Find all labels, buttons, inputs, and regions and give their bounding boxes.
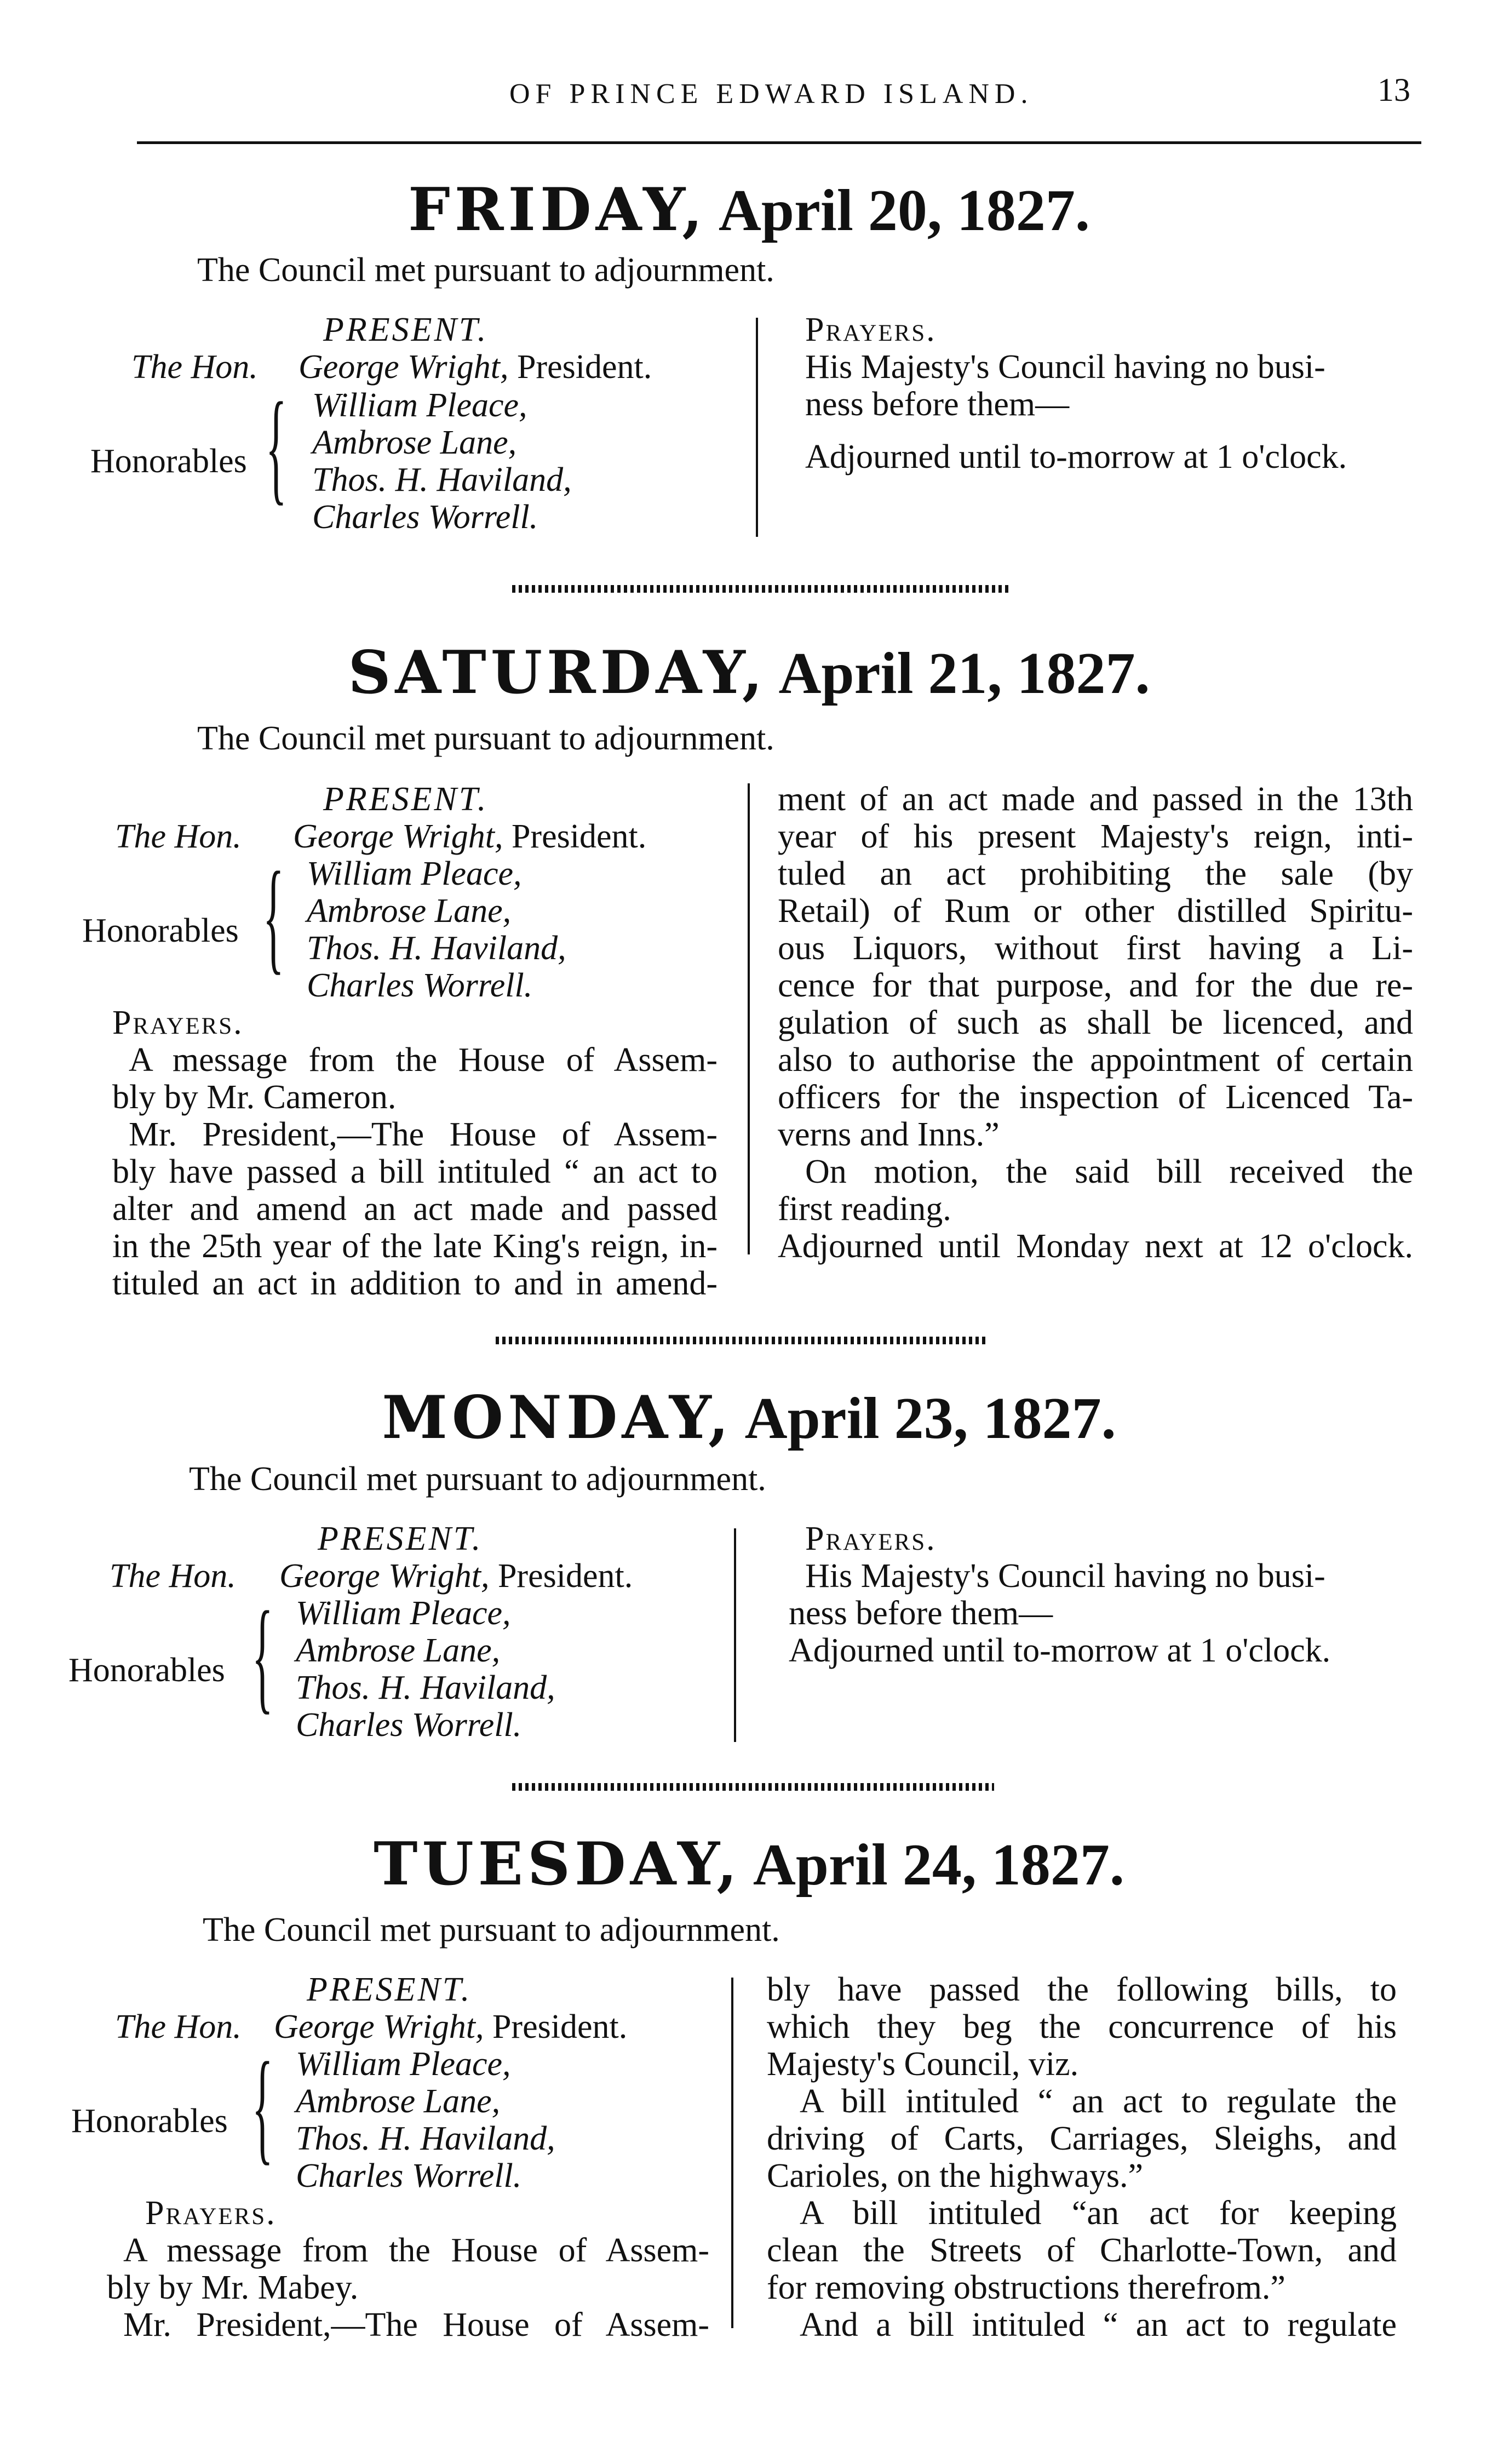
- hon-label: The Hon.: [115, 2008, 242, 2045]
- day-name: FRIDAY,: [408, 175, 707, 244]
- text-line: Retail) of Rum or other distilled Spiritu-: [778, 892, 1413, 930]
- member-list: [296, 2045, 555, 2194]
- member-name: Thos. H. Haviland,: [296, 2120, 555, 2157]
- text-line: His Majesty's Council having no busi-: [805, 1557, 1325, 1595]
- president-line: [279, 1557, 633, 1595]
- president-name: George Wright,: [274, 2008, 484, 2045]
- text-line: in the 25th year of the late King's reign, in-: [112, 1228, 718, 1265]
- section-divider: [512, 1783, 994, 1791]
- text-line: Adjourned until to-morrow at 1 o'clock.: [789, 1632, 1331, 1669]
- column-divider: [756, 318, 758, 537]
- left-body: [107, 2194, 709, 2343]
- text-line: gulation of such as shall be licenced, and: [778, 1004, 1413, 1041]
- text-line: clean the Streets of Charlotte-Town, and: [767, 2232, 1397, 2269]
- hon-label: The Hon.: [131, 348, 258, 386]
- text-line: bly have passed the following bills, to: [767, 1971, 1397, 2008]
- day-name: MONDAY,: [382, 1383, 733, 1452]
- intro-line: The Council met pursuant to adjournment.: [203, 1911, 780, 1949]
- text-line: bly have passed a bill intituled “ an act to: [112, 1153, 718, 1190]
- president-line: [274, 2008, 627, 2045]
- text-line: Adjourned until to-morrow at 1 o'clock.: [805, 438, 1347, 475]
- left-body: [112, 1004, 718, 1302]
- member-list: [307, 855, 566, 1004]
- member-name: Thos. H. Haviland,: [312, 461, 572, 498]
- member-name: Charles Worrell.: [312, 498, 538, 536]
- member-name: William Pleace,: [307, 855, 522, 892]
- section-divider: [496, 1337, 989, 1344]
- text-line: Mr. President,—The House of Assem-: [123, 2306, 709, 2343]
- right-column: [805, 311, 1419, 475]
- member-name: William Pleace,: [296, 2045, 511, 2083]
- day-date: April 20, 1827.: [718, 178, 1090, 243]
- present-label: PRESENT.: [323, 781, 489, 818]
- member-list: [296, 1595, 555, 1744]
- intro-line: The Council met pursuant to adjournment.: [189, 1460, 766, 1498]
- text-line: bly by Mr. Mabey.: [107, 2269, 359, 2306]
- hon-label: The Hon.: [110, 1557, 236, 1595]
- honorables-label: Honorables: [90, 443, 247, 480]
- text-line: which they beg the concurrence of his: [767, 2008, 1397, 2045]
- day-name: TUESDAY,: [374, 1830, 742, 1899]
- text-line: first reading.: [778, 1190, 951, 1228]
- brace-icon: {: [266, 376, 287, 516]
- present-label: PRESENT.: [323, 311, 489, 348]
- honorables-label: Honorables: [68, 1652, 225, 1689]
- day-heading-saturday: [0, 638, 1498, 708]
- day-date: April 21, 1827.: [778, 641, 1150, 706]
- prayers-label: Prayers.: [805, 1520, 937, 1557]
- text-line: also to authorise the appointment of certain: [778, 1041, 1413, 1079]
- column-divider: [731, 1978, 733, 2328]
- prayers-label: Prayers.: [145, 2194, 277, 2232]
- hon-label: The Hon.: [115, 818, 242, 855]
- right-column: [778, 781, 1413, 1265]
- president-name: George Wright,: [293, 818, 503, 855]
- member-name: William Pleace,: [296, 1595, 511, 1632]
- text-line: Mr. President,—The House of Assem-: [129, 1116, 718, 1153]
- text-line: On motion, the said bill received the: [805, 1153, 1413, 1190]
- text-line: Adjourned until Monday next at 12 o'clock.: [778, 1228, 1413, 1265]
- text-line: A bill intituled “ an act to regulate the: [800, 2083, 1397, 2120]
- present-label: PRESENT.: [307, 1971, 472, 2008]
- member-name: Ambrose Lane,: [307, 892, 512, 930]
- intro-line: The Council met pursuant to adjournment.: [197, 251, 774, 289]
- member-name: Thos. H. Haviland,: [307, 930, 566, 967]
- member-name: Ambrose Lane,: [312, 424, 517, 461]
- text-line: His Majesty's Council having no busi-: [805, 348, 1325, 386]
- member-name: Charles Worrell.: [296, 2157, 522, 2194]
- member-name: Ambrose Lane,: [296, 1632, 501, 1669]
- president-title: President.: [516, 348, 652, 386]
- header-rule: [137, 141, 1421, 144]
- intro-line: The Council met pursuant to adjournment.: [197, 720, 774, 757]
- present-label: PRESENT.: [318, 1520, 483, 1557]
- president-line: [293, 818, 646, 855]
- day-heading-monday: [0, 1383, 1498, 1453]
- text-line: for removing obstructions therefrom.”: [767, 2269, 1285, 2306]
- text-line: officers for the inspection of Licenced Ta-: [778, 1079, 1413, 1116]
- president-name: George Wright,: [299, 348, 509, 386]
- text-line: Carioles, on the highways.”: [767, 2157, 1144, 2194]
- president-line: [299, 348, 652, 386]
- day-heading-tuesday: [0, 1830, 1498, 1899]
- section-divider: [512, 585, 1011, 593]
- text-line: ment of an act made and passed in the 13th: [778, 781, 1413, 818]
- running-title: OF PRINCE EDWARD ISLAND.: [509, 78, 1034, 110]
- member-name: Thos. H. Haviland,: [296, 1669, 555, 1706]
- president-title: President.: [511, 818, 647, 855]
- president-title: President.: [497, 1557, 633, 1595]
- text-line: verns and Inns.”: [778, 1116, 1000, 1153]
- member-name: Charles Worrell.: [307, 967, 533, 1004]
- column-divider: [748, 783, 750, 1254]
- text-line: ness before them—: [805, 386, 1070, 423]
- text-line: A message from the House of Assem-: [129, 1041, 718, 1079]
- prayers-label: Prayers.: [805, 311, 937, 348]
- text-line: tituled an act in addition to and in amend-: [112, 1265, 718, 1302]
- text-line: Majesty's Council, viz.: [767, 2045, 1079, 2083]
- member-name: Ambrose Lane,: [296, 2083, 501, 2120]
- text-line: ness before them—: [789, 1595, 1053, 1632]
- text-line: ous Liquors, without first having a Li-: [778, 930, 1413, 967]
- right-column: [789, 1520, 1419, 1669]
- member-name: William Pleace,: [312, 387, 527, 424]
- text-line: driving of Carts, Carriages, Sleighs, and: [767, 2120, 1397, 2157]
- member-list: [312, 387, 572, 536]
- president-name: George Wright,: [279, 1557, 490, 1595]
- text-line: cence for that purpose, and for the due re-: [778, 967, 1413, 1004]
- column-divider: [734, 1528, 736, 1742]
- prayers-label: Prayers.: [112, 1004, 244, 1041]
- day-name: SATURDAY,: [348, 638, 767, 707]
- brace-icon: {: [263, 846, 284, 985]
- right-column: [767, 1971, 1397, 2343]
- president-title: President.: [492, 2008, 628, 2045]
- day-date: April 24, 1827.: [753, 1832, 1124, 1898]
- text-line: alter and amend an act made and passed: [112, 1190, 718, 1228]
- text-line: A bill intituled “an act for keeping: [800, 2194, 1397, 2232]
- honorables-label: Honorables: [82, 912, 239, 949]
- member-name: Charles Worrell.: [296, 1706, 522, 1744]
- day-date: April 23, 1827.: [744, 1386, 1116, 1451]
- text-line: And a bill intituled “ an act to regulate: [800, 2306, 1397, 2343]
- brace-icon: {: [252, 1585, 273, 1725]
- day-heading-friday: [0, 175, 1498, 245]
- brace-icon: {: [252, 2036, 273, 2176]
- text-line: bly by Mr. Cameron.: [112, 1079, 397, 1116]
- page-number: 13: [1378, 72, 1410, 108]
- text-line: A message from the House of Assem-: [123, 2232, 709, 2269]
- text-line: year of his present Majesty's reign, inti-: [778, 818, 1413, 855]
- text-line: tuled an act prohibiting the sale (by: [778, 855, 1413, 892]
- honorables-label: Honorables: [71, 2102, 228, 2140]
